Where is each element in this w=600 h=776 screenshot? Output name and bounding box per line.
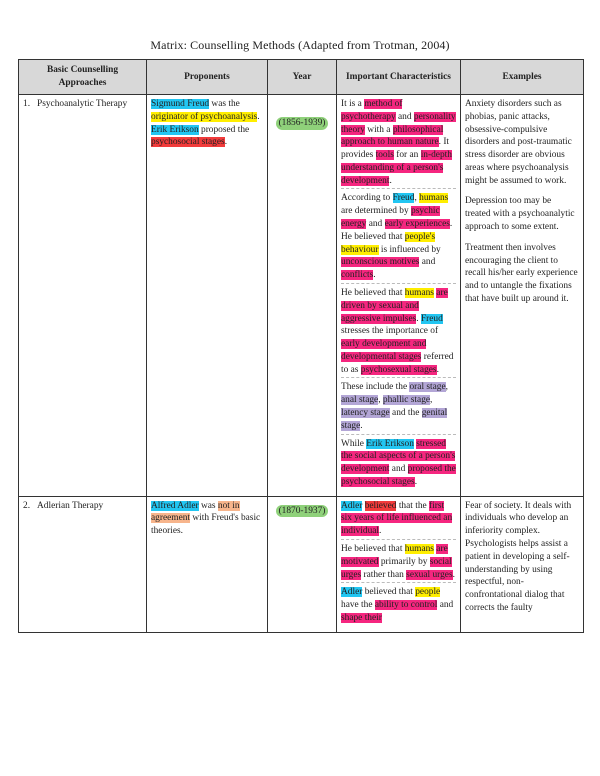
highlighted-text: psychic energy [341, 206, 440, 230]
characteristics-text [341, 98, 456, 490]
characteristics-text [341, 500, 456, 626]
highlighted-text: method of psychotherapy [341, 99, 403, 122]
proponents-text [151, 98, 263, 149]
approach-cell [19, 95, 147, 497]
highlighted-text: Adler [341, 500, 363, 511]
highlighted-text: humans [404, 544, 434, 554]
highlighted-text: are driven by sexual and aggressive impulses [341, 287, 448, 324]
examples-cell [461, 496, 584, 632]
text-segment: and the [389, 407, 422, 418]
header-year: Year [268, 60, 337, 95]
table-header-row [19, 60, 584, 95]
highlighted-text: people's behaviour [341, 231, 436, 255]
text-segment: . He believed that [341, 219, 453, 242]
text-segment: . [379, 526, 382, 537]
text-segment: and [366, 219, 385, 230]
text-chunk [341, 543, 456, 583]
highlighted-text: Freud [420, 313, 443, 324]
text-segment: and [419, 257, 436, 268]
text-segment: is influenced by [378, 244, 441, 255]
header-characteristics: Important Characteristics [337, 60, 461, 95]
text-segment: It is a [341, 99, 365, 109]
highlighted-text: originator of psychoanalysis [151, 111, 258, 122]
table-row [19, 95, 584, 497]
year-badge: (1870-1937) [276, 505, 329, 518]
counselling-matrix-table [18, 59, 584, 633]
text-segment: and [437, 600, 454, 611]
example-paragraph: Depression too may be treated with a psychoanalytic approach to some extent. [465, 196, 575, 233]
highlighted-text: latency stage [341, 407, 390, 418]
highlighted-text: psychosocial stages [151, 137, 225, 148]
text-segment: . [257, 111, 260, 122]
text-segment: stresses the importance of [341, 326, 439, 337]
text-segment: believed that [362, 587, 416, 598]
text-segment: was the [209, 99, 240, 109]
highlighted-text: oral stage [409, 382, 446, 393]
text-segment: He believed that [341, 544, 405, 554]
text-segment: and [389, 464, 408, 475]
highlighted-text: Alfred Adler [151, 500, 199, 511]
text-segment: While [341, 438, 367, 449]
text-segment: . It provides [341, 137, 450, 161]
characteristics-cell [337, 496, 461, 632]
highlighted-text: not in agreement [151, 500, 240, 524]
highlighted-text: the social aspects of a person's development [341, 451, 456, 475]
characteristics-cell [337, 95, 461, 497]
text-segment: . [436, 364, 439, 375]
highlighted-text: philosophical approach to human nature [341, 124, 444, 148]
highlighted-text: unconscious motives [341, 257, 420, 268]
highlighted-text: Erik Erikson [151, 124, 199, 135]
text-chunk [151, 98, 263, 124]
text-segment: . [224, 137, 228, 148]
approach-name: Adlerian Therapy [37, 500, 104, 511]
highlighted-text: shape their [341, 612, 382, 623]
text-segment: According to [341, 193, 393, 204]
highlighted-text: are motivated [341, 544, 448, 567]
document-title: Matrix: Counselling Methods (Adapted from Trotman, 2004) [150, 38, 450, 52]
text-chunk [341, 586, 456, 625]
text-segment: rather than [361, 569, 407, 580]
highlighted-text: humans [404, 287, 434, 298]
text-chunk [341, 98, 456, 189]
approach-cell [19, 496, 147, 632]
highlighted-text: phallic stage [382, 395, 431, 406]
header-approaches: Basic Counselling Approaches [19, 60, 147, 95]
text-chunk [341, 500, 456, 540]
row-number: 1. [23, 99, 31, 109]
text-segment: and [395, 111, 414, 122]
text-segment: These include the [341, 382, 410, 393]
text-segment: for an [393, 150, 421, 161]
text-segment: . [416, 313, 421, 324]
example-paragraph: Treatment then involves encouraging the client to recall his/her early experience and to untangle the fixations that have built up around it. [465, 242, 578, 304]
text-segment: with Freud's basic theories. [151, 513, 261, 537]
row-number: 2. [23, 500, 31, 511]
proponents-text [151, 500, 263, 538]
highlighted-text: anal stage [341, 395, 379, 406]
highlighted-text: sexual urges [406, 569, 453, 580]
proponents-cell [147, 496, 268, 632]
highlighted-text: people [415, 587, 441, 598]
highlighted-text: proposed the psychosocial stages [341, 464, 456, 487]
year-cell [268, 95, 337, 497]
text-segment: , [414, 193, 420, 204]
text-segment: proposed the [198, 124, 250, 135]
table-row [19, 496, 584, 632]
approach-name: Psychoanalytic Therapy [37, 99, 128, 109]
text-segment: He believed that [341, 287, 405, 298]
header-examples: Examples [461, 60, 584, 95]
highlighted-text: Adler [341, 587, 363, 598]
highlighted-text: Sigmund Freud [151, 99, 210, 109]
highlighted-text: psychosexual stages [360, 364, 437, 375]
highlighted-text: humans [419, 193, 449, 204]
text-chunk [341, 381, 456, 434]
text-chunk [341, 438, 456, 490]
highlighted-text: ability to control [374, 600, 438, 611]
example-paragraph: Fear of society. It deals with individuals who develop an inferiority complex. Psychologists helps assist a patient in developing a self-understanding by using respectful, non-confrontational dialog that corrects the faulty [465, 500, 572, 613]
text-segment: with a [364, 124, 393, 135]
text-segment: . [373, 270, 376, 281]
text-chunk [341, 287, 456, 378]
highlighted-text: tools [375, 150, 394, 161]
highlighted-text: early experiences [384, 219, 450, 230]
year-cell [268, 496, 337, 632]
examples-cell [461, 95, 584, 497]
text-segment: that the [396, 500, 430, 511]
text-chunk [151, 124, 263, 150]
text-segment: . [452, 569, 455, 580]
proponents-cell [147, 95, 268, 497]
highlighted-text: first six years of life influenced an individual [341, 500, 453, 537]
highlighted-text: Erik Erikson [366, 438, 414, 449]
example-paragraph: Anxiety disorders such as phobias, panic attacks, obsessive-compulsive disorders and post-traumatic stress disorder are obvious areas where psychoanalysis might be assumed to work. [465, 99, 572, 186]
text-segment: . [360, 420, 363, 431]
text-segment: . [414, 476, 418, 487]
highlighted-text: conflicts [341, 270, 374, 281]
text-segment: referred to as [341, 351, 454, 375]
text-segment: , [445, 382, 448, 393]
text-segment: , [430, 395, 433, 406]
text-segment: have the [341, 600, 375, 611]
text-chunk [341, 192, 456, 283]
highlighted-text: believed [364, 500, 397, 511]
text-segment: primarily by [378, 556, 430, 567]
highlighted-text: social urges [341, 556, 452, 580]
header-proponents: Proponents [147, 60, 268, 95]
text-segment: , [378, 395, 383, 406]
text-segment: . [389, 175, 392, 186]
year-badge: (1856-1939) [276, 117, 329, 130]
highlighted-text: genital stage [341, 407, 448, 431]
highlighted-text: early development and developmental stages [341, 339, 427, 362]
text-segment: are determined by [341, 206, 412, 217]
highlighted-text: in-depth understanding of a person's development [341, 150, 452, 186]
text-chunk [151, 500, 263, 538]
highlighted-text: personality theory [341, 111, 456, 135]
highlighted-text: stressed [416, 438, 446, 449]
highlighted-text: Freud [392, 193, 415, 204]
text-segment: was [198, 500, 218, 511]
